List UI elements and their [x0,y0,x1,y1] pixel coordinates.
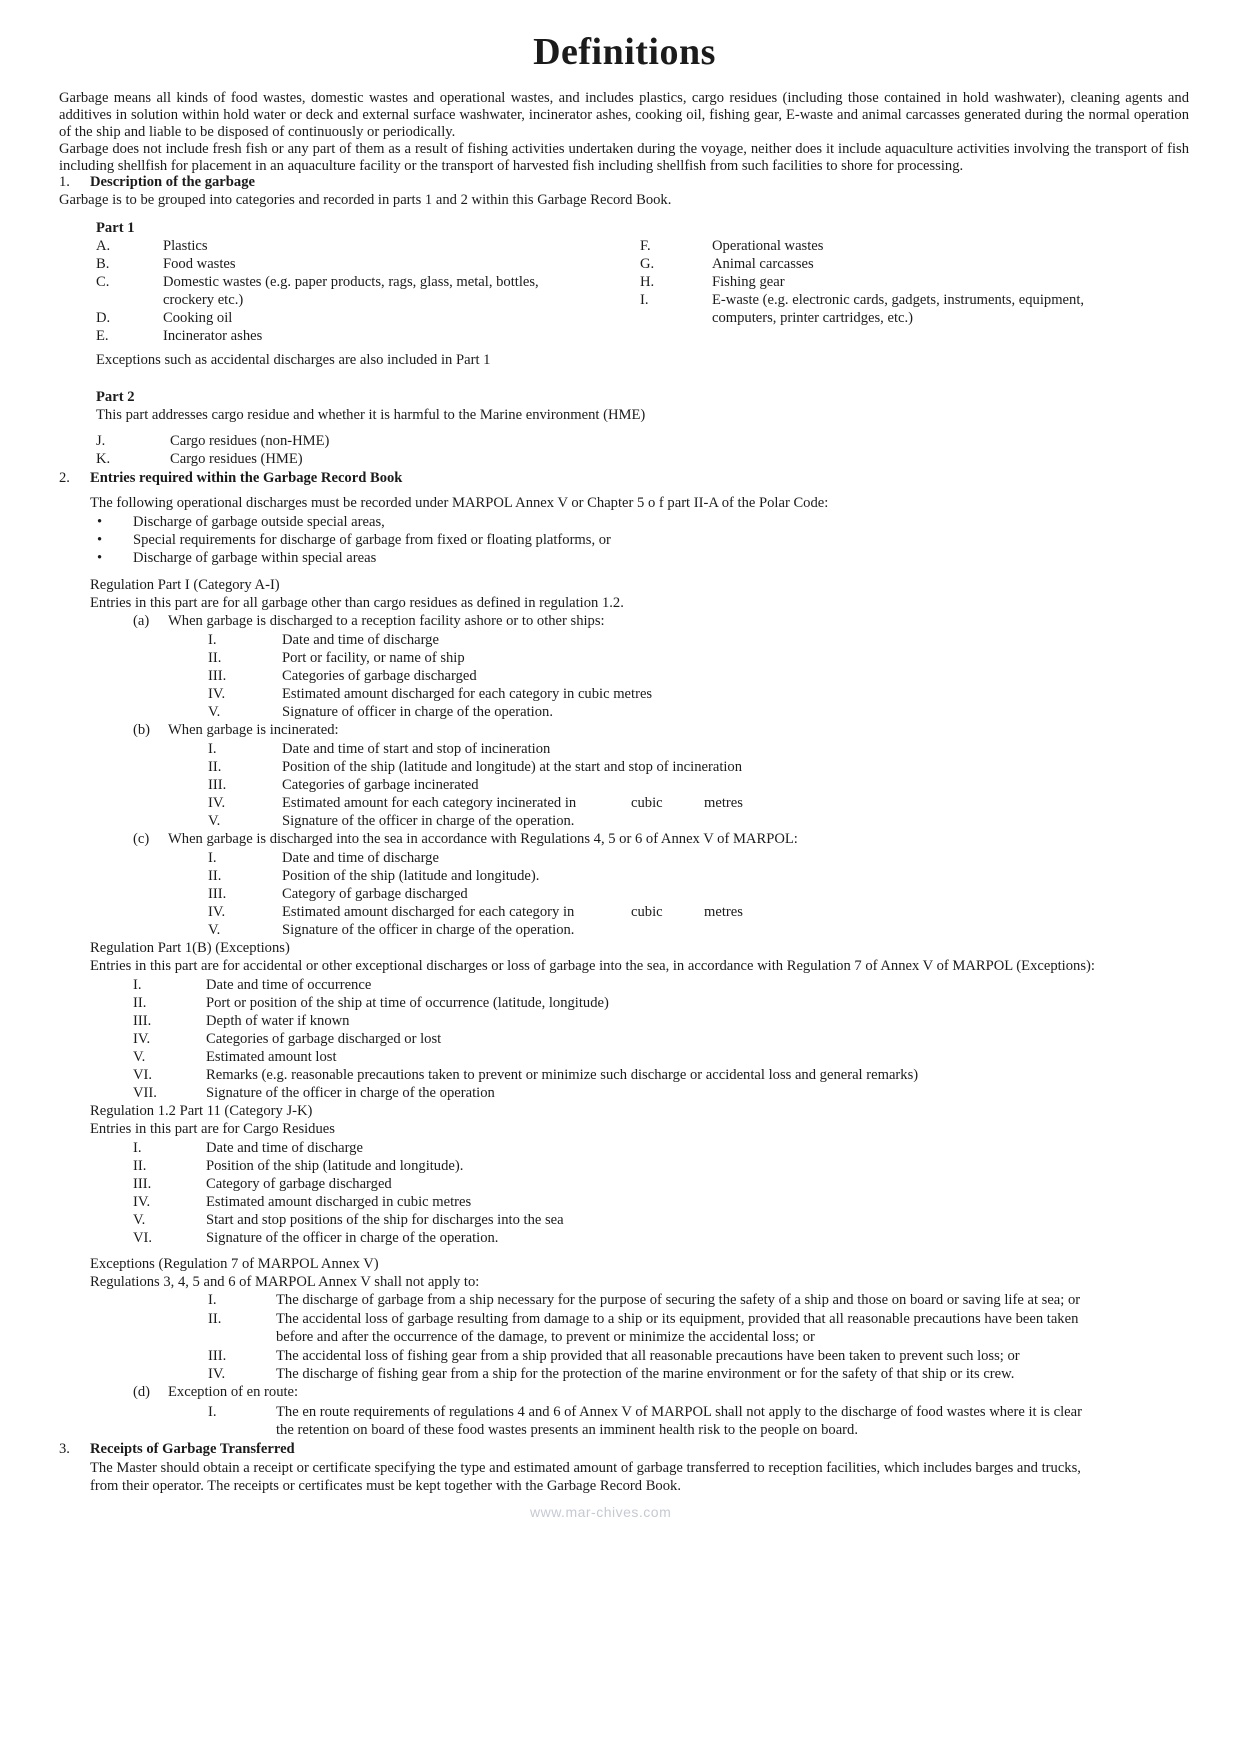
category-label: Plastics [163,238,208,254]
roman-numeral: III. [208,777,227,793]
roman-numeral: V. [208,704,221,720]
section-3-text-continued: from their operator. The receipts or certificates must be kept together with the Garbage Record Book. [90,1478,681,1494]
list-item-unit: metres [704,795,743,811]
list-item: Estimated amount for each category incinerated in [282,795,577,811]
list-item-unit: cubic [631,904,663,920]
regulation-part-1-title: Regulation Part I (Category A-I) [90,577,280,593]
exceptions-text: Regulations 3, 4, 5 and 6 of MARPOL Annex V shall not apply to: [90,1274,480,1290]
roman-numeral: II. [208,650,222,666]
roman-numeral: V. [133,1049,146,1065]
list-item: Port or facility, or name of ship [282,650,465,666]
roman-numeral: I. [208,1404,217,1420]
category-code: G. [640,256,655,272]
roman-numeral: IV. [208,795,226,811]
roman-numeral: II. [133,995,147,1011]
category-label: Cargo residues (non-HME) [170,433,330,449]
exceptions-title: Exceptions (Regulation 7 of MARPOL Annex V) [90,1256,379,1272]
bullet-item: Discharge of garbage within special areas [133,550,377,566]
category-label: Fishing gear [712,274,785,290]
subsection-label: (c) [133,831,150,847]
subsection-label: (a) [133,613,150,629]
roman-numeral: IV. [208,904,226,920]
roman-numeral: II. [133,1158,147,1174]
section-3-text: The Master should obtain a receipt or certificate specifying the type and estimated amount of garbage transferred to reception facilities, which includes barges and trucks, [90,1460,1081,1476]
section-2-text: The following operational discharges must be recorded under MARPOL Annex V or Chapter 5 o f part II-A of the Polar Code: [90,495,829,511]
roman-numeral: I. [208,632,217,648]
list-item: Position of the ship (latitude and longitude). [206,1158,464,1174]
category-label: Incinerator ashes [163,328,263,344]
list-item: The en route requirements of regulations 4 and 6 of Annex V of MARPOL shall not apply to the discharge of food wastes where it is clear [276,1404,1082,1420]
part-1-heading: Part 1 [96,220,135,236]
watermark: www.mar-chives.com [530,1504,672,1520]
page-title: Definitions [533,31,716,73]
bullet-item: Discharge of garbage outside special areas, [133,514,385,530]
list-item: Signature of the officer in charge of the operation. [206,1230,499,1246]
list-item-unit: cubic [631,795,663,811]
garbage-exclusion: Garbage does not include fresh fish or any part of them as a result of fishing activities undertaken during the voyage, neither does it include aquaculture activities involving the transport of fish including shellfish for placement in an aquaculture facility or the transport of harvested fish including shellfish from such facilities to shore for processing. [59,141,1189,174]
list-item: Estimated amount discharged for each category in cubic metres [282,686,653,702]
list-item: Date and time of discharge [282,632,439,648]
roman-numeral: I. [133,1140,142,1156]
roman-numeral: I. [208,741,217,757]
list-item: Date and time of discharge [282,850,439,866]
category-code: D. [96,310,111,326]
list-item: Signature of officer in charge of the operation. [282,704,553,720]
roman-numeral: IV. [133,1031,151,1047]
category-label: Operational wastes [712,238,824,254]
category-label: Food wastes [163,256,236,272]
roman-numeral: I. [208,850,217,866]
list-item: Start and stop positions of the ship for discharges into the sea [206,1212,564,1228]
list-item: The discharge of fishing gear from a ship for the protection of the marine environment or for the safety of that ship or its crew. [276,1366,1015,1382]
roman-numeral: II. [208,868,222,884]
roman-numeral: I. [208,1292,217,1308]
category-code: I. [640,292,649,308]
part-2-heading: Part 2 [96,389,135,405]
list-item: Signature of the officer in charge of the operation. [282,813,575,829]
list-item: Port or position of the ship at time of occurrence (latitude, longitude) [206,995,609,1011]
regulation-part-2-title: Regulation 1.2 Part 11 (Category J-K) [90,1103,313,1119]
category-label-continued: crockery etc.) [163,292,244,308]
category-label: Cooking oil [163,310,233,326]
category-label: Cargo residues (HME) [170,451,303,467]
category-code: A. [96,238,111,254]
list-item: Estimated amount discharged for each category in [282,904,575,920]
roman-numeral: VII. [133,1085,157,1101]
section-3-number: 3. [59,1441,70,1457]
list-item: Estimated amount discharged in cubic metres [206,1194,472,1210]
category-code: J. [96,433,106,449]
list-item: Signature of the officer in charge of the operation [206,1085,495,1101]
list-item: Date and time of start and stop of incineration [282,741,551,757]
regulation-part-1b-title: Regulation Part 1(B) (Exceptions) [90,940,290,956]
roman-numeral: I. [133,977,142,993]
roman-numeral: VI. [133,1230,153,1246]
list-item: Depth of water if known [206,1013,350,1029]
list-item: Position of the ship (latitude and longitude) at the start and stop of incineration [282,759,743,775]
roman-numeral: II. [208,759,222,775]
list-item: Categories of garbage discharged [282,668,477,684]
roman-numeral: V. [133,1212,146,1228]
category-label: Domestic wastes (e.g. paper products, rags, glass, metal, bottles, [163,274,539,290]
subsection-text: When garbage is discharged into the sea in accordance with Regulations 4, 5 or 6 of Annex V of MARPOL: [168,831,798,847]
category-label-continued: computers, printer cartridges, etc.) [712,310,913,326]
section-3-heading: Receipts of Garbage Transferred [90,1441,295,1457]
section-1-text: Garbage is to be grouped into categories and recorded in parts 1 and 2 within this Garbage Record Book. [59,192,672,208]
category-code: F. [640,238,651,254]
list-item: The accidental loss of fishing gear from a ship provided that all reasonable precautions have been taken to prevent such loss; or [276,1348,1020,1364]
list-item-continued: before and after the occurrence of the damage, to prevent or minimize the accidental loss; or [276,1329,815,1345]
roman-numeral: VI. [133,1067,153,1083]
roman-numeral: III. [133,1176,152,1192]
roman-numeral: V. [208,813,221,829]
part-1-note: Exceptions such as accidental discharges are also included in Part 1 [96,352,491,368]
roman-numeral: II. [208,1311,222,1327]
list-item: Category of garbage discharged [282,886,468,902]
category-label: E-waste (e.g. electronic cards, gadgets, instruments, equipment, [712,292,1085,308]
roman-numeral: IV. [208,686,226,702]
subsection-label: (d) [133,1384,151,1400]
regulation-part-2-text: Entries in this part are for Cargo Residues [90,1121,335,1137]
list-item: Position of the ship (latitude and longitude). [282,868,540,884]
regulation-part-1-text: Entries in this part are for all garbage other than cargo residues as defined in regulation 1.2. [90,595,624,611]
list-item: Categories of garbage incinerated [282,777,479,793]
section-1-heading: Description of the garbage [90,174,255,190]
list-item: The accidental loss of garbage resulting from damage to a ship or its equipment, provided that all reasonable precautions have been taken [276,1311,1079,1327]
section-2-number: 2. [59,470,70,486]
list-item-continued: the retention on board of these food wastes presents an imminent health risk to the people on board. [276,1422,858,1438]
subsection-text: When garbage is incinerated: [168,722,339,738]
roman-numeral: III. [208,886,227,902]
roman-numeral: V. [208,922,221,938]
category-code: K. [96,451,111,467]
list-item: Remarks (e.g. reasonable precautions taken to prevent or minimize such discharge or accidental loss and general remarks) [206,1067,919,1083]
part-2-text: This part addresses cargo residue and whether it is harmful to the Marine environment (HME) [96,407,646,423]
list-item: Signature of the officer in charge of the operation. [282,922,575,938]
section-2-heading: Entries required within the Garbage Record Book [90,470,403,486]
bullet-marker: • [97,514,103,530]
roman-numeral: IV. [133,1194,151,1210]
bullet-marker: • [97,550,103,566]
garbage-definition: Garbage means all kinds of food wastes, domestic wastes and operational wastes, and includes plastics, cargo residues (including those contained in hold washwater), cleaning agents and additives in solution within hold water or deck and external surface washwater, incinerator ashes, cooking oil, fishing gear, E-waste and animal carcasses generated during the normal operation of the ship and liable to be disposed of continuously or periodically. [59,90,1189,140]
list-item: Date and time of discharge [206,1140,363,1156]
roman-numeral: IV. [208,1366,226,1382]
list-item: The discharge of garbage from a ship necessary for the purpose of securing the safety of a ship and those on board or saving life at sea; or [276,1292,1081,1308]
subsection-text: When garbage is discharged to a reception facility ashore or to other ships: [168,613,605,629]
roman-numeral: III. [208,668,227,684]
list-item: Estimated amount lost [206,1049,337,1065]
category-code: C. [96,274,110,290]
list-item: Date and time of occurrence [206,977,372,993]
subsection-label: (b) [133,722,151,738]
list-item-unit: metres [704,904,743,920]
category-code: B. [96,256,110,272]
roman-numeral: III. [208,1348,227,1364]
bullet-item: Special requirements for discharge of garbage from fixed or floating platforms, or [133,532,611,548]
regulation-part-1b-text: Entries in this part are for accidental or other exceptional discharges or loss of garbage into the sea, in accordance with Regulation 7 of Annex V of MARPOL (Exceptions): [90,958,1095,974]
category-code: E. [96,328,109,344]
roman-numeral: III. [133,1013,152,1029]
category-label: Animal carcasses [712,256,814,272]
category-code: H. [640,274,655,290]
subsection-text: Exception of en route: [168,1384,299,1400]
list-item: Category of garbage discharged [206,1176,392,1192]
bullet-marker: • [97,532,103,548]
section-1-number: 1. [59,174,70,190]
list-item: Categories of garbage discharged or lost [206,1031,442,1047]
